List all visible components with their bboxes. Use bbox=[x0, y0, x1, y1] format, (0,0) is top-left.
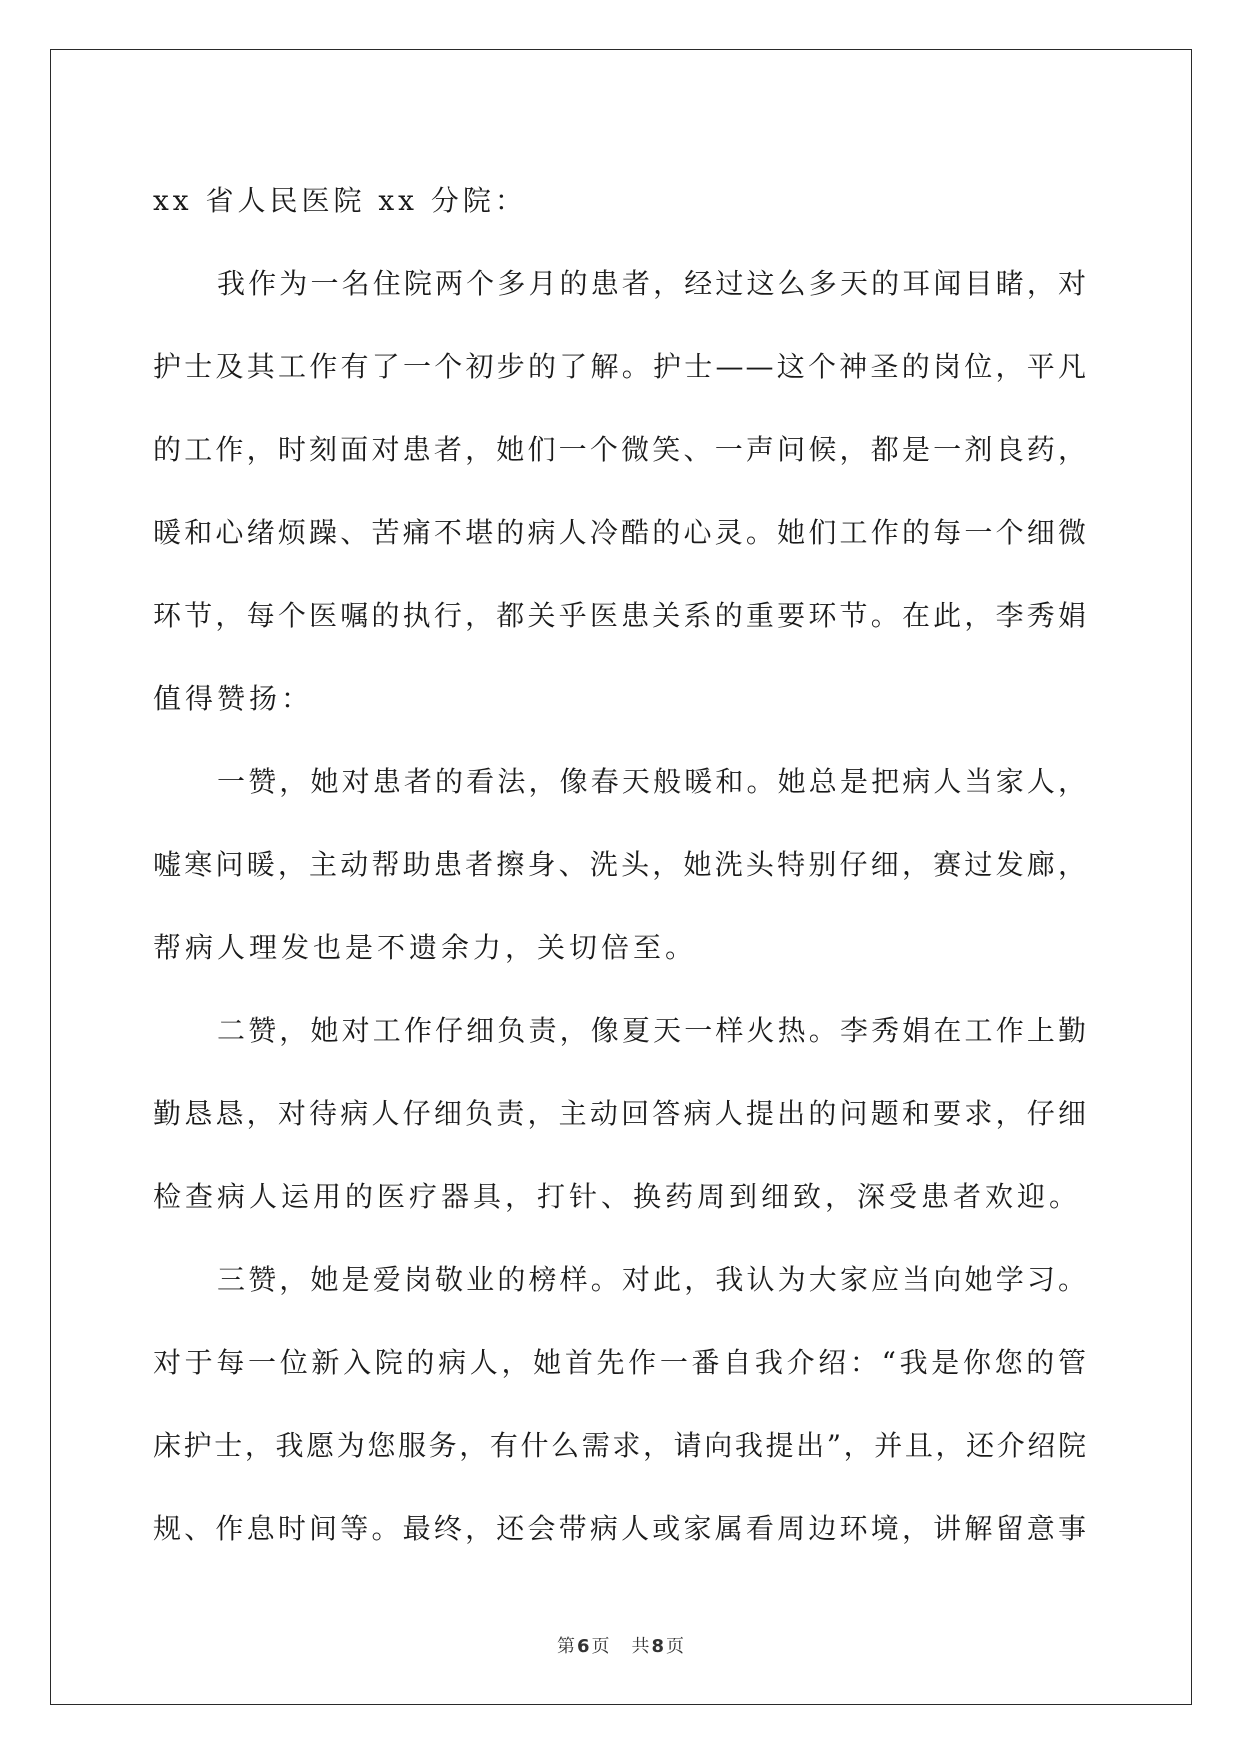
text-line: 我作为一名住院两个多月的患者，经过这么多天的耳闻目睹，对 bbox=[217, 267, 1088, 300]
text-line: 嘘寒问暖，主动帮助患者擦身、洗头，她洗头特别仔细，赛过发廊， bbox=[153, 848, 1088, 881]
footer-page-prefix: 第 bbox=[556, 1636, 575, 1657]
text-line: 一赞，她对患者的看法，像春天般暖和。她总是把病人当家人， bbox=[217, 765, 1088, 798]
text-line: 护士及其工作有了一个初步的了解。护士——这个神圣的岗位，平凡 bbox=[153, 350, 1088, 383]
footer-total-pages: 8 bbox=[651, 1636, 665, 1657]
text-line: 二赞，她对工作仔细负责，像夏天一样火热。李秀娟在工作上勤 bbox=[217, 1014, 1088, 1047]
text-line: 暖和心绪烦躁、苦痛不堪的病人冷酷的心灵。她们工作的每一个细微 bbox=[153, 516, 1088, 549]
document-body bbox=[153, 159, 1088, 1570]
text-line: 环节，每个医嘱的执行，都关乎医患关系的重要环节。在此，李秀娟 bbox=[153, 599, 1088, 632]
text-line: 床护士，我愿为您服务，有什么需求，请向我提出”，并且，还介绍院 bbox=[153, 1429, 1088, 1462]
text-line: 对于每一位新入院的病人，她首先作一番自我介绍：“我是你您的管 bbox=[153, 1346, 1088, 1379]
text-line: xx 省人民医院 xx 分院： bbox=[153, 184, 527, 217]
text-line: 检查病人运用的医疗器具，打针、换药周到细致，深受患者欢迎。 bbox=[153, 1180, 1082, 1213]
text-line: 勤恳恳，对待病人仔细负责，主动回答病人提出的问题和要求，仔细 bbox=[153, 1097, 1088, 1130]
page-footer bbox=[0, 1632, 1241, 1658]
text-line: 值得赞扬： bbox=[153, 682, 314, 715]
text-line: 三赞，她是爱岗敬业的榜样。对此，我认为大家应当向她学习。 bbox=[217, 1263, 1088, 1296]
text-line: 规、作息时间等。最终，还会带病人或家属看周边环境，讲解留意事 bbox=[153, 1512, 1088, 1545]
text-line: 帮病人理发也是不遗余力，关切倍至。 bbox=[153, 931, 698, 964]
footer-page-suffix: 页 bbox=[591, 1636, 610, 1657]
footer-current-page: 6 bbox=[576, 1636, 590, 1657]
footer-total-prefix: 共 bbox=[631, 1636, 650, 1657]
footer-total-suffix: 页 bbox=[666, 1636, 685, 1657]
text-line: 的工作，时刻面对患者，她们一个微笑、一声问候，都是一剂良药， bbox=[153, 433, 1088, 466]
